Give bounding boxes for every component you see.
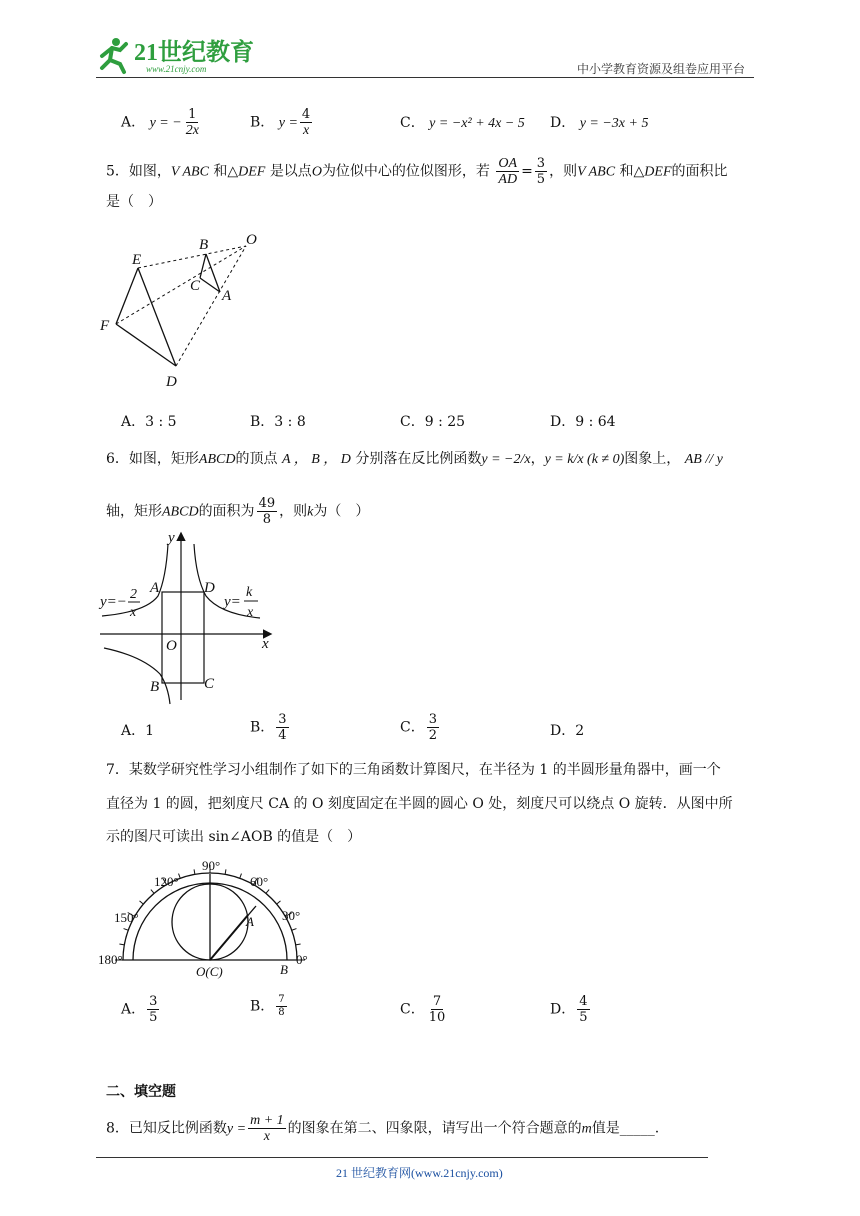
seg-ED xyxy=(138,268,176,366)
deg-120: 120° xyxy=(154,874,179,889)
protractor-tick xyxy=(179,874,181,879)
q7-option-d[interactable]: D． $\frac{4}{5}$ xyxy=(550,994,588,1025)
q7-protractor-figure xyxy=(96,856,326,980)
q5-stem-line2: 是（ ） xyxy=(106,194,162,210)
q4-option-c[interactable]: C． y = −x² + 4x − 5 xyxy=(400,115,525,131)
protractor-tick xyxy=(124,929,129,931)
q7-option-b[interactable]: B． $\frac{7}{8}$ xyxy=(250,994,285,1018)
label-B: B xyxy=(280,962,288,977)
q7-stem-line2: 直径为 1 的圆，把刻度尺 CA 的 O 刻度固定在半圆的圆心 O 处，刻度尺可以绕点 O 旋转．从图中所 xyxy=(106,796,733,812)
site-logo[interactable] xyxy=(94,34,264,80)
q6-option-a[interactable]: A．1 xyxy=(121,723,155,739)
footer-text[interactable]: 21 世纪教育网(www.21cnjy.com) xyxy=(336,1166,503,1180)
curve1-num: 2 xyxy=(130,587,137,602)
label-C: C xyxy=(204,676,215,692)
q4-option-d[interactable]: D． y = −3x + 5 xyxy=(550,115,649,131)
logo-main-text: 21世纪教育 xyxy=(134,40,254,66)
q6-stem-line2: 轴，矩形ABCD的面积为 $\frac{49}{8}$ ，则k为（ ） xyxy=(106,496,370,527)
q6-option-b[interactable]: B． $\frac{3}{4}$ xyxy=(250,712,287,743)
protractor-tick xyxy=(119,944,124,945)
protractor-tick xyxy=(151,890,154,894)
q5-option-b[interactable]: B．3 : 8 xyxy=(250,414,306,430)
label-D: D xyxy=(166,374,177,390)
ray-EO xyxy=(138,246,246,268)
curve2-den: x xyxy=(247,605,254,620)
q4-option-a[interactable]: A． y = − $\frac{1}{2x}$ xyxy=(121,107,199,138)
protractor-tick xyxy=(240,874,242,879)
label-A: A xyxy=(222,288,232,304)
q7-stem-line3: 示的图尺可读出 sin∠AOB 的值是（ ） xyxy=(106,829,362,845)
label-E: E xyxy=(132,252,142,268)
q6-stem-line1: 6．如图，矩形ABCD的顶点 A ， B ， D 分别落在反比例函数y = −2/x，y = k/x (k ≠ 0)图象上， AB // y xyxy=(106,451,723,467)
label-F: F xyxy=(100,318,110,334)
label-C: C xyxy=(190,278,201,294)
q5-stem-line1: 5．如图，V ABC 和△DEF 是以点O为位似中心的位似图形，若 $\frac{OA}{AD}$ = $\frac{3}{5}$ ，则V ABC 和△DEF的面积比 xyxy=(106,156,728,187)
label-O: O xyxy=(166,638,177,654)
axis-label-x: x xyxy=(262,636,269,652)
question-8: 8．已知反比例函数y = $\frac{m + 1}{x}$ 的图象在第二、四象限，请写出一个符合题意的m值是_____. xyxy=(106,1113,660,1144)
logo-url-text: www.21cnjy.com xyxy=(146,64,207,74)
curve2-label: y= xyxy=(224,594,241,610)
label-A: A xyxy=(150,580,160,596)
header-divider xyxy=(96,77,754,78)
q5-option-d[interactable]: D．9 : 64 xyxy=(550,414,616,430)
curve-left-lower xyxy=(104,648,170,704)
q7-option-a[interactable]: A． $\frac{3}{5}$ xyxy=(121,994,158,1025)
q5-option-a[interactable]: A．3 : 5 xyxy=(121,414,177,430)
protractor-tick xyxy=(296,944,301,945)
deg-180: 180° xyxy=(98,952,123,967)
runner-icon xyxy=(102,38,126,72)
axis-label-y: y xyxy=(168,530,175,546)
q7-option-c[interactable]: C． $\frac{7}{10}$ xyxy=(400,994,446,1025)
answer-blank[interactable]: _____ xyxy=(619,1120,655,1137)
ray-DO xyxy=(176,246,246,366)
seg-BA xyxy=(206,254,220,292)
deg-60: 60° xyxy=(250,874,269,889)
curve1-label: y=− xyxy=(100,594,127,610)
protractor-tick xyxy=(140,901,144,904)
seg-EF xyxy=(116,268,138,324)
label-D: D xyxy=(204,580,215,596)
deg-0: 0° xyxy=(296,952,308,967)
section-title: 二、填空题 xyxy=(106,1084,176,1100)
q5-figure xyxy=(96,228,266,390)
curve1-den: x xyxy=(130,605,137,620)
protractor-tick xyxy=(277,901,281,904)
deg-30: 30° xyxy=(282,908,301,923)
protractor-tick xyxy=(225,869,226,874)
footer-divider xyxy=(96,1157,708,1158)
platform-name: 中小学教育资源及组卷应用平台 xyxy=(577,62,746,76)
q4-option-b[interactable]: B． y = $\frac{4}{x}$ xyxy=(250,107,311,138)
q6-option-c[interactable]: C． $\frac{3}{2}$ xyxy=(400,712,437,743)
deg-90: 90° xyxy=(202,858,221,873)
label-B: B xyxy=(150,679,160,695)
label-OC: O(C) xyxy=(196,964,223,979)
protractor-tick xyxy=(292,929,297,931)
q7-stem-line1: 7．某数学研究性学习小组制作了如下的三角函数计算图尺，在半径为 1 的半圆形量角器中，画一个 xyxy=(106,762,721,778)
deg-150: 150° xyxy=(114,910,139,925)
q5-option-c[interactable]: C．9 : 25 xyxy=(400,414,466,430)
q6-figure xyxy=(96,528,286,706)
label-B: B xyxy=(199,237,209,253)
curve2-num: k xyxy=(246,585,253,600)
label-O: O xyxy=(246,232,257,248)
protractor-tick xyxy=(266,890,269,894)
q6-option-d[interactable]: D．2 xyxy=(550,723,585,739)
seg-BC xyxy=(200,254,206,278)
protractor-tick xyxy=(194,869,195,874)
seg-FD xyxy=(116,324,176,366)
label-A: A xyxy=(246,914,254,929)
